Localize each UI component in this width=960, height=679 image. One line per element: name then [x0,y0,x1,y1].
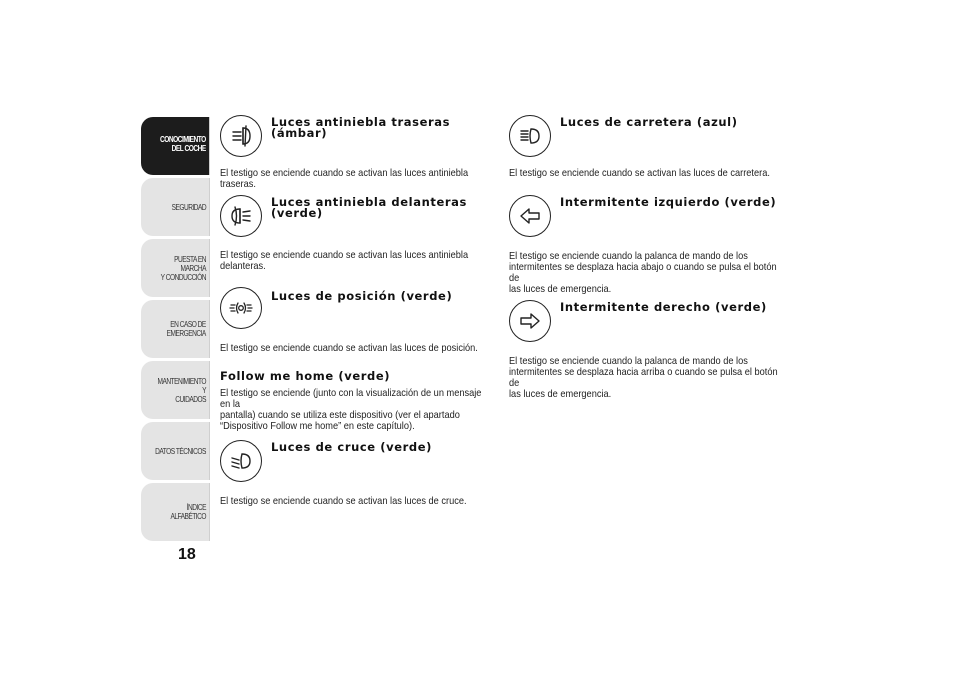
main-beam-icon [509,115,551,157]
front-fog-title-line1: Luces antiniebla delanteras [271,195,467,209]
tab-label: MANTENIMIENTO Y CUIDADOS [157,376,206,404]
left-turn-desc-line3: las luces de emergencia. [509,283,612,295]
tab-label: PUESTA EN MARCHA Y CONDUCCIÓN [160,254,206,282]
right-turn-title: Intermitente derecho (verde) [560,300,767,314]
chapter-tabs [141,117,210,544]
tab-puesta-en-marcha[interactable] [141,239,210,297]
front-fog-desc-line2: delanteras. [220,260,266,272]
left-turn-desc-line2: intermitentes se desplaza hacia abajo o cuando se pulsa el botón de [509,261,777,284]
right-turn-desc-line2: intermitentes se desplaza hacia arriba o cuando se pulsa el botón de [509,366,778,389]
position-title: Luces de posición (verde) [271,289,453,303]
position-light-icon [220,287,262,329]
follow-me-desc-line3: “Dispositivo Follow me home” en este capítulo). [220,420,415,432]
tab-seguridad[interactable] [141,178,210,236]
dipped-title: Luces de cruce (verde) [271,440,433,454]
tab-en-caso-de-emergencia[interactable] [141,300,210,358]
rear-fog-title [271,117,450,139]
follow-me-desc [220,388,493,432]
tab-label: EN CASO DE EMERGENCIA [166,320,206,338]
follow-me-desc-line2: pantalla) cuando se utiliza este dispositivo (ver el apartado [220,409,460,421]
page-number: 18 [178,546,196,563]
right-turn-desc-line1: El testigo se enciende cuando la palanca de mando de los [509,355,748,367]
dipped-beam-icon [220,440,262,482]
tab-label: SEGURIDAD [171,202,206,212]
right-arrow-icon [509,300,551,342]
tab-conocimiento-del-coche[interactable] [141,117,210,175]
tab-label: DATOS TÉCNICOS [155,446,206,456]
tab-mantenimiento[interactable] [141,361,210,419]
tab-datos-tecnicos[interactable] [141,422,210,480]
tab-label: ÍNDICE ALFABÉTICO [170,503,206,521]
rear-fog-title-line2: (ámbar) [271,126,328,140]
front-fog-title [271,197,467,219]
left-arrow-icon [509,195,551,237]
front-fog-desc-line1: El testigo se enciende cuando se activan las luces antiniebla [220,249,469,261]
follow-me-title: Follow me home (verde) [220,369,391,383]
left-turn-desc-line1: El testigo se enciende cuando la palanca de mando de los [509,250,748,262]
rear-fog-desc: El testigo se enciende cuando se activan las luces antiniebla traseras. [220,167,469,190]
right-turn-desc-line3: las luces de emergencia. [509,388,612,400]
dipped-desc: El testigo se enciende cuando se activan las luces de cruce. [220,495,467,507]
position-desc: El testigo se enciende cuando se activan las luces de posición. [220,342,478,354]
rear-fog-light-icon [220,115,262,157]
main-beam-title: Luces de carretera (azul) [560,115,738,129]
rear-fog-title-line1: Luces antiniebla traseras [271,115,451,129]
right-turn-desc [509,356,782,400]
tab-indice-alfabetico[interactable] [141,483,210,541]
main-beam-desc: El testigo se enciende cuando se activan las luces de carretera. [509,167,770,179]
follow-me-desc-line1: El testigo se enciende (junto con la visualización de un mensaje en la [220,387,482,410]
left-turn-title: Intermitente izquierdo (verde) [560,195,777,209]
front-fog-light-icon [220,195,262,237]
tab-label: CONOCIMIENTO DEL COCHE [160,135,206,153]
left-turn-desc [509,251,782,295]
front-fog-desc [220,250,493,272]
front-fog-title-line2: (verde) [271,206,323,220]
